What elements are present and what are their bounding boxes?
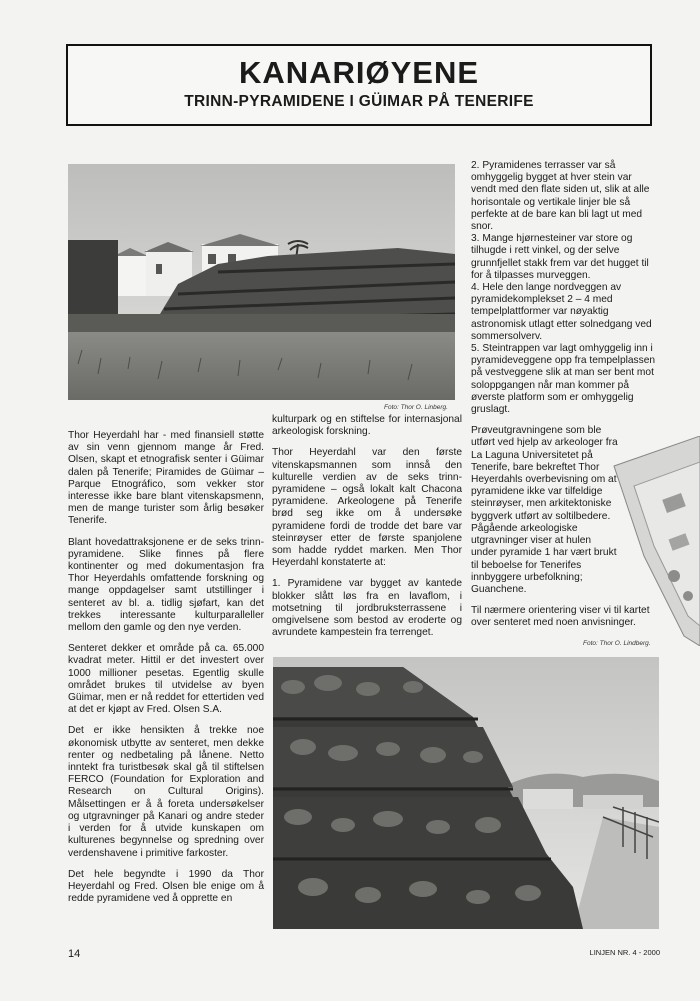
- numbered-list: 2. Pyramidenes terrasser var så omhyggelig bygget at hver stein var vendt med den flate siden ut, slik at alle horisontale og vertikale linjer ble så perfekte at de bare kan bli lagt ut med snor. 3. Mange hjørnesteiner var store og tilhugde i rett vinkel, og der selve grunnfjellet stakk frem var det hugget til for å tilpasses murveggen. 4. Hele den lange nordveggen av pyramidekomplekset 2 – 4 med tempelplattformer var nøyaktig astronomisk utlagt etter solnedgang ved sommersolverv. 5. Steintrappen var lagt omhyggelig inn i pyramideveggene opp fra tempelplassen på vestveggene slik at man ser bent mot soloppgangen når man kommer på øverste platform som er omhyggelig gruslagt.: [471, 160, 656, 416]
- page-subtitle: TRINN-PYRAMIDENE I GÜIMAR PÅ TENERIFE: [184, 93, 534, 110]
- text-column-1: [68, 430, 264, 914]
- text-column-2: [272, 414, 462, 648]
- paragraph: Det er ikke hensikten å trekke noe økonomisk utbytte av senteret, men dekke renter og nedbetaling på lånene. Netto inntekt fra turistbesøk skal gå til stiftelsen FERCO (Foundation for Exploration and Research on Cultural Origins). Målsettingen er å å foreta undersøkelser og utgravninger på Kanari og andre steder i verden for å utvide kunskapen om kulturenes begynnelse og spredning over verdenshavene i primitive farkoster.: [68, 725, 264, 859]
- photo-stepped-pyramid: [273, 657, 659, 929]
- paragraph: Thor Heyerdahl var den første vitenskapsmannen som innså den kulturelle verdien av de seks trinn-pyramidene – også lokalt kalt Chacona pyramidene. Arkeologene på Tenerife brød seg ikke om å undersøke pyramidene fordi de trodde det bare var steinrøyser etter de første spanjolene som hadde ryddet marken. Men Thor Heyerdahl konstaterte at:: [272, 447, 462, 569]
- photo-caption-bottom: Foto: Thor O. Lindberg.: [583, 640, 651, 647]
- title-box: [66, 44, 652, 126]
- photo-pyramid-buildings: [68, 164, 455, 400]
- issue-label: LINJEN NR. 4 - 2000: [589, 948, 660, 957]
- page-number: 14: [68, 948, 81, 960]
- paragraph: Til nærmere orientering viser vi til kartet over senteret med noen anvisninger.: [471, 605, 650, 629]
- page-title: KANARIØYENE: [238, 55, 480, 90]
- paragraph: Blant hovedattraksjonene er de seks trinn-pyramidene. Slike finnes på flere kontinenter og med dokumentasjon fra Thor Heyerdahls omfattende forskning og mange oppdagelser samt utstillinger i senteret av bl. a. tidlig sjøfart, kan det trekkes interessante kulturparalleller mellom den gamle og den nye verden.: [68, 536, 264, 634]
- map-fragment: [604, 436, 700, 646]
- paragraph: Senteret dekker et område på ca. 65.000 kvadrat meter. Hittil er det investert over 1000 millioner pesetas. Egentlig skulle området brukes til utvidelse av byen Güimar, men er nå reddet for ettertiden ved at det er kjøpt av Fred. Olsen S.A.: [68, 643, 264, 716]
- map-fragment-image: [604, 436, 700, 646]
- paragraph: 1. Pyramidene var bygget av kantede blokker slått løs fra en lavaflom, i motsetning til jordbruksterrassene i omgivelsene som bestod av eroderte og avrundete kampestein fra terrenget.: [272, 578, 462, 639]
- photo-caption-top: Foto: Thor O. Linberg.: [384, 404, 448, 411]
- photo-pyramid-buildings-image: [68, 164, 455, 400]
- photo-stepped-pyramid-image: [273, 657, 659, 929]
- paragraph: kulturpark og en stiftelse for internasjonal arkeologisk forskning.: [272, 414, 462, 438]
- paragraph: Thor Heyerdahl har - med finansiell støtte av sin venn gjennom mange år Fred. Olsen, skapt et etnografisk senter i Güimar dalen på Tenerife; Piramides de Güimar – Parque Etnográfico, som vekker stor interesse ikke bare blant vitenskapsmenn, men de mange turister som årlig besøker Tenerife.: [68, 430, 264, 527]
- paragraph: Prøveutgravningene som ble utført ved hjelp av arkeologer fra La Laguna Universitetet på Tenerife, bare bekreftet Thor Heyerdahls overbevisning om at pyramidene ikke var tilfeldige steinrøyser, men arkitektoniske byggverk utført av soltilbedere. Pågående arkeologiske utgravninger viser at hulen under pyramide 1 har vært brukt til beboelse for Tenerifes innbyggere urbefolkning; Guanchene.: [471, 425, 618, 595]
- paragraph: Det hele begyndte i 1990 da Thor Heyerdahl og Fred. Olsen ble enige om å redde pyramidene ved å opprette en: [68, 868, 264, 905]
